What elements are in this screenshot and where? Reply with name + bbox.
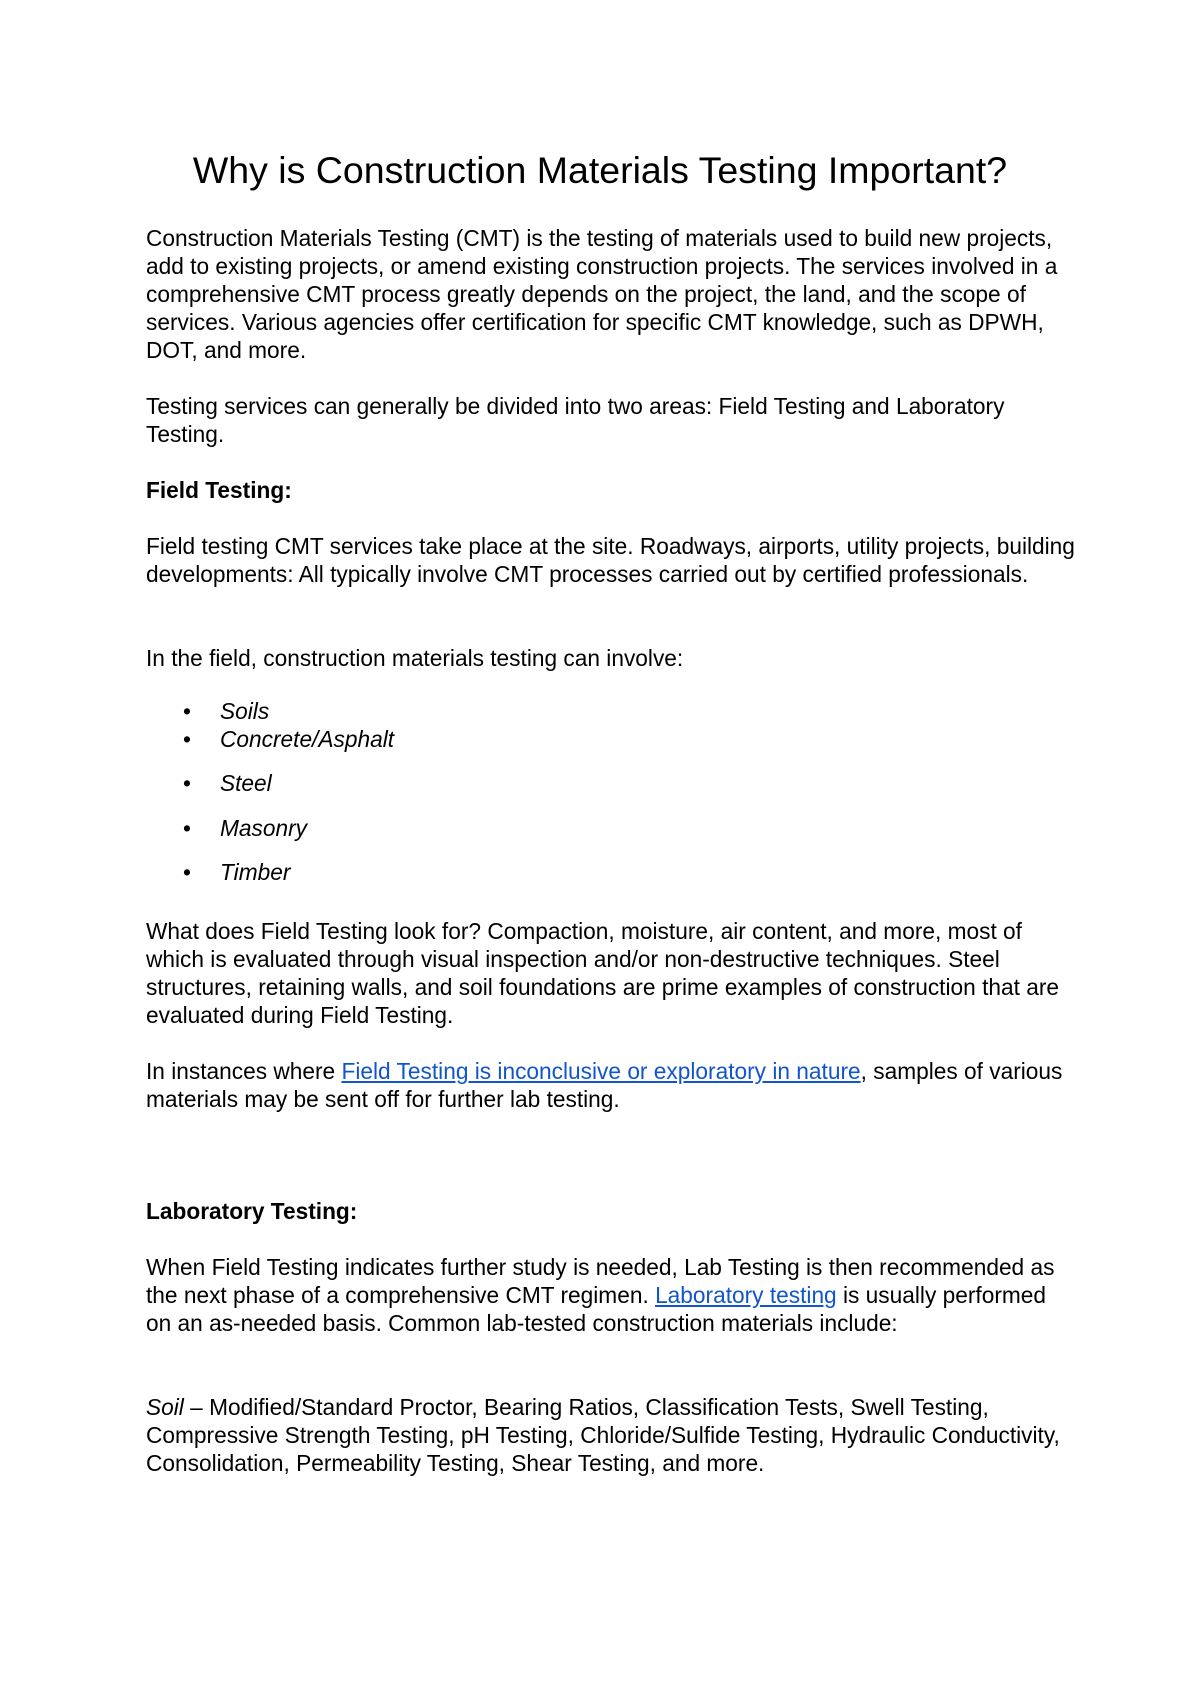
soil-paragraph — [146, 1393, 1076, 1477]
laboratory-testing-link[interactable]: Laboratory testing — [655, 1282, 837, 1308]
field-testing-paragraph-2: In the field, construction materials testing can involve: — [146, 645, 684, 671]
field-testing-heading: Field Testing: — [146, 477, 292, 503]
bullet-icon: • — [183, 726, 191, 752]
list-item-label: Timber — [220, 859, 291, 885]
list-item-label: Masonry — [220, 815, 307, 841]
list-item-label: Soils — [220, 698, 270, 724]
field-testing-paragraph-3: What does Field Testing look for? Compaction, moisture, air content, and more, most of which is evaluated through visual inspection and/or non-destructive techniques. Steel structures, retaining walls, and soil foundations are prime examples of construction that are evaluated during Field Testing. — [146, 918, 1060, 1028]
field-testing-paragraph-1: Field testing CMT services take place at the site. Roadways, airports, utility projects, building developments: All typically involve CMT processes carried out by certified professionals. — [146, 533, 1075, 587]
divided-paragraph: Testing services can generally be divided into two areas: Field Testing and Laboratory Testing. — [146, 393, 1005, 447]
intro-paragraph: Construction Materials Testing (CMT) is the testing of materials used to build new projects, add to existing projects, or amend existing construction projects. The services involved in a comprehensive CMT process greatly depends on the project, the land, and the scope of services. Various agencies offer certification for specific CMT knowledge, such as DPWH, DOT, and more. — [146, 225, 1058, 363]
laboratory-testing-heading: Laboratory Testing: — [146, 1198, 358, 1224]
paragraph-text: , samples of various materials may be sent off for further lab testing. — [146, 1058, 1063, 1112]
field-testing-inconclusive-link[interactable]: Field Testing is inconclusive or exploratory in nature — [341, 1058, 861, 1084]
bullet-icon: • — [183, 815, 191, 841]
paragraph-text: is usually performed on an as-needed basis. Common lab-tested construction materials include: — [146, 1282, 1047, 1336]
document-page — [146, 0, 1076, 1698]
paragraph-text: When Field Testing indicates further study is needed, Lab Testing is then recommended as the next phase of a comprehensive CMT regimen. — [146, 1254, 1055, 1308]
paragraph-text: – Modified/Standard Proctor, Bearing Ratios, Classification Tests, Swell Testing, Compressive Strength Testing, pH Testing, Chloride/Sulfide Testing, Hydraulic Conductivity, Consolidation, Permeability Testing, Shear Testing, and more. — [146, 1394, 1060, 1476]
paragraph-text: In instances where — [146, 1058, 342, 1084]
document-title: Why is Construction Materials Testing Important? — [192, 149, 1008, 191]
soil-label: Soil — [146, 1394, 184, 1420]
bullet-icon: • — [183, 698, 191, 724]
bullet-icon: • — [183, 770, 191, 796]
field-testing-paragraph-4 — [146, 1057, 1076, 1113]
laboratory-testing-paragraph-1 — [146, 1253, 1076, 1337]
list-item-label: Concrete/Asphalt — [220, 726, 395, 752]
bullet-icon: • — [183, 859, 191, 885]
list-item-label: Steel — [220, 770, 272, 796]
